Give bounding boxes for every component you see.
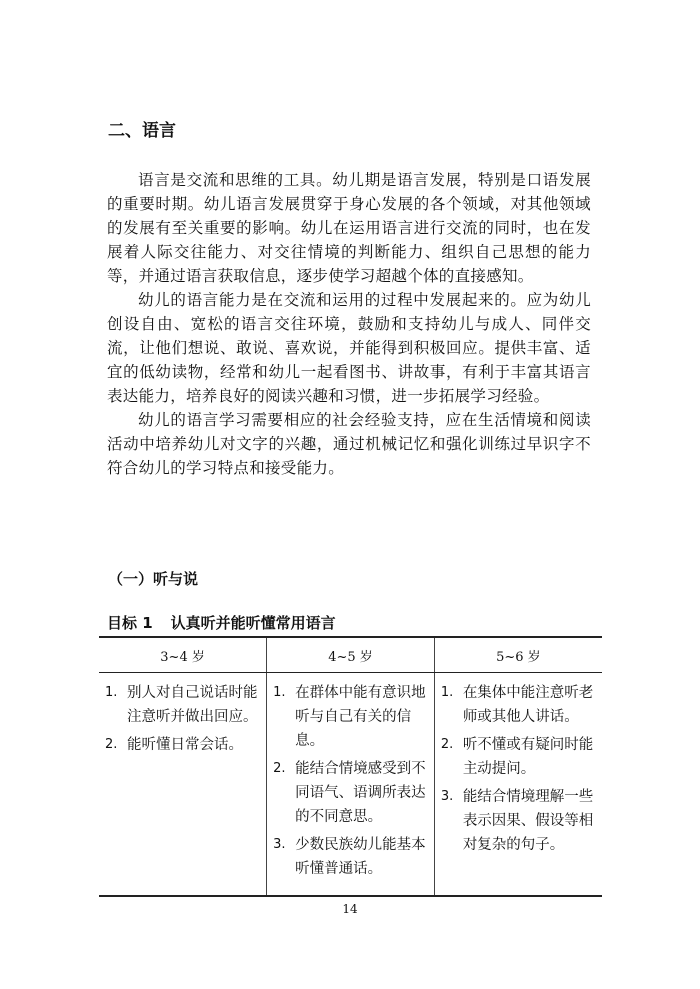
list-item xyxy=(273,757,428,829)
item-text: 能听懂日常会话。 xyxy=(127,737,243,753)
goals-table xyxy=(99,636,602,897)
item-text: 能结合情境理解一些表示因果、假设等相对复杂的句子。 xyxy=(462,789,594,853)
age-header-3-4: 3~4 岁 xyxy=(99,637,267,673)
paragraph: 语言是交流和思维的工具。幼儿期是语言发展，特别是口语发展的重要时期。幼儿语言发展贯穿于身心发展的各个领域，对其他领域的发展有至关重要的影响。幼儿在运用语言进行交流的同时，也在发展着人际交往能力、对交往情境的判断能力、组织自己思想的能力等，并通过语言获取信息，逐步使学习超越个体的直接感知。 xyxy=(107,171,591,285)
item-text: 少数民族幼儿能基本听懂普通话。 xyxy=(295,837,426,877)
body-text xyxy=(107,168,591,480)
column-4-5 xyxy=(267,673,435,897)
paragraph: 幼儿的语言学习需要相应的社会经验支持，应在生活情境和阅读活动中培养幼儿对文字的兴趣，通过机械记忆和强化训练过早识字不符合幼儿的学习特点和接受能力。 xyxy=(107,411,591,477)
section-title: 二、语言 xyxy=(108,121,176,141)
list-item xyxy=(441,681,596,729)
item-number: 1. xyxy=(273,685,286,700)
list-item xyxy=(105,733,260,757)
item-number: 1. xyxy=(105,685,118,700)
item-text: 在群体中能有意识地听与自己有关的信息。 xyxy=(295,685,426,749)
item-number: 2. xyxy=(440,737,454,752)
item-number: 2. xyxy=(273,761,286,776)
subsection-title: （一）听与说 xyxy=(108,570,199,588)
table-row xyxy=(99,673,602,897)
age-header-5-6: 5~6 岁 xyxy=(434,637,602,673)
age-header-4-5: 4~5 岁 xyxy=(267,637,435,673)
page-number: 14 xyxy=(342,902,358,916)
item-number: 1. xyxy=(440,685,454,700)
item-number: 2. xyxy=(105,737,118,752)
list-item xyxy=(273,681,428,753)
item-number: 3. xyxy=(273,837,286,852)
item-text: 在集体中能注意听老师或其他人讲话。 xyxy=(462,685,594,725)
item-number: 3. xyxy=(440,789,454,804)
table-header-row xyxy=(99,637,602,673)
goal-title xyxy=(107,612,336,633)
list-item xyxy=(105,681,260,729)
column-5-6 xyxy=(434,673,602,897)
goal-number: 目标 1 xyxy=(107,614,153,632)
paragraph: 幼儿的语言能力是在交流和运用的过程中发展起来的。应为幼儿创设自由、宽松的语言交往环境，鼓励和支持幼儿与成人、同伴交流，让他们想说、敢说、喜欢说，并能得到积极回应。提供丰富、适宜的低幼读物，经常和幼儿一起看图书、讲故事，有利于丰富其语言表达能力，培养良好的阅读兴趣和习惯，进一步拓展学习经验。 xyxy=(107,291,591,405)
list-item xyxy=(273,833,428,881)
column-3-4 xyxy=(99,673,267,897)
list-item xyxy=(441,733,596,781)
item-text: 能结合情境感受到不同语气、语调所表达的不同意思。 xyxy=(295,761,426,825)
item-text: 听不懂或有疑问时能主动提问。 xyxy=(462,737,594,777)
goal-text: 认真听并能听懂常用语言 xyxy=(170,614,336,632)
item-text: 别人对自己说话时能注意听并做出回应。 xyxy=(127,685,258,725)
list-item xyxy=(441,785,596,857)
